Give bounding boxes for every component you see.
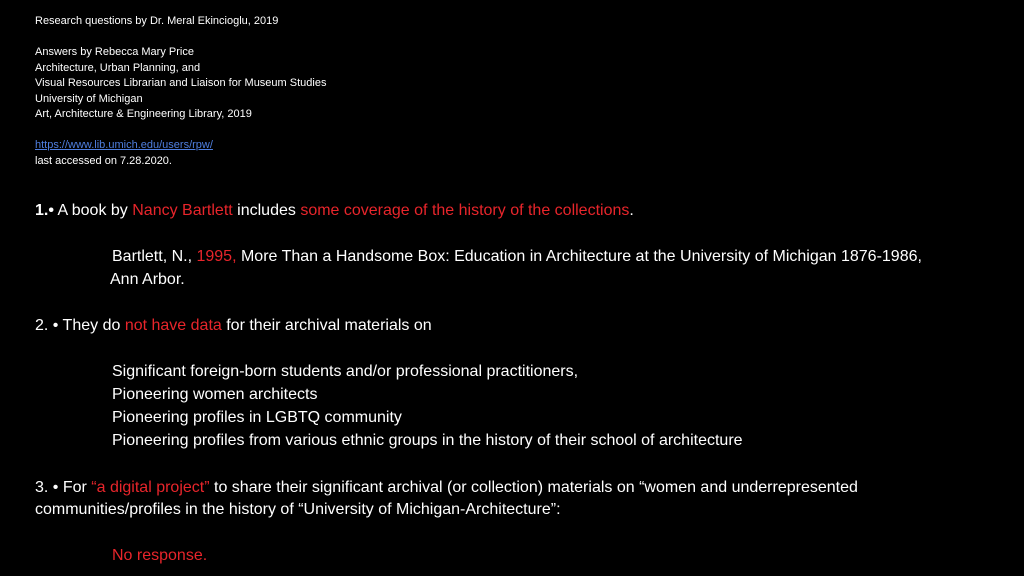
citation-line-1 (112, 247, 922, 267)
q1-text-c: . (629, 202, 634, 219)
header-block (35, 14, 326, 169)
header-answers-line: Answers by Rebecca Mary Price (35, 46, 194, 58)
question-3-line-2: communities/profiles in the history of “University of Michigan-Architecture”: (35, 501, 561, 518)
list-item: Pioneering profiles in LGBTQ community (112, 409, 402, 426)
q2-highlight: not have data (124, 317, 222, 334)
q1-text-b: includes (232, 202, 301, 219)
q1-author: Nancy Bartlett (132, 202, 233, 219)
q3-suffix: to share their significant archival (or collection) materials on “women and underrepresented (209, 479, 858, 496)
q3-highlight: “a digital project” (91, 479, 210, 496)
citation-year: 1995, (196, 248, 237, 265)
list-item: Pioneering profiles from various ethnic groups in the history of their school of architecture (112, 432, 743, 449)
question-2-line (35, 316, 432, 336)
header-gap (35, 123, 326, 139)
question-1-number: 1. (35, 202, 49, 219)
header-gap (35, 30, 326, 46)
bullet-icon: • (48, 202, 54, 219)
q3-prefix: 3. • For (35, 479, 92, 496)
question-3-line (35, 478, 858, 498)
list-item: Significant foreign-born students and/or professional practitioners, (112, 363, 579, 380)
profile-link[interactable]: https://www.lib.umich.edu/users/rpw/ (35, 139, 213, 151)
header-title-line: Architecture, Urban Planning, and (35, 61, 201, 74)
q1-highlight: some coverage of the history of the collections (300, 202, 630, 219)
header-role-line: Visual Resources Librarian and Liaison for Museum Studies (35, 77, 327, 89)
q2-suffix: for their archival materials on (221, 317, 432, 334)
last-accessed-line: last accessed on 7.28.2020. (35, 154, 172, 167)
citation-line-2: Ann Arbor. (110, 271, 185, 288)
q2-prefix: 2. • They do (35, 317, 125, 334)
no-response-text: No response. (112, 547, 208, 564)
header-university-line: University of Michigan (35, 92, 143, 105)
citation-text-a: Bartlett, N., (112, 248, 197, 265)
citation-text-b: More Than a Handsome Box: Education in Architecture at the University of Michigan 1876-1986, (236, 248, 922, 265)
question-1-line (35, 201, 634, 221)
header-library-line: Art, Architecture & Engineering Library, 2019 (35, 108, 252, 120)
header-research-line: Research questions by Dr. Meral Ekincioglu, 2019 (35, 15, 279, 27)
q1-text-a: A book by (53, 202, 133, 219)
list-item: Pioneering women architects (112, 386, 318, 403)
